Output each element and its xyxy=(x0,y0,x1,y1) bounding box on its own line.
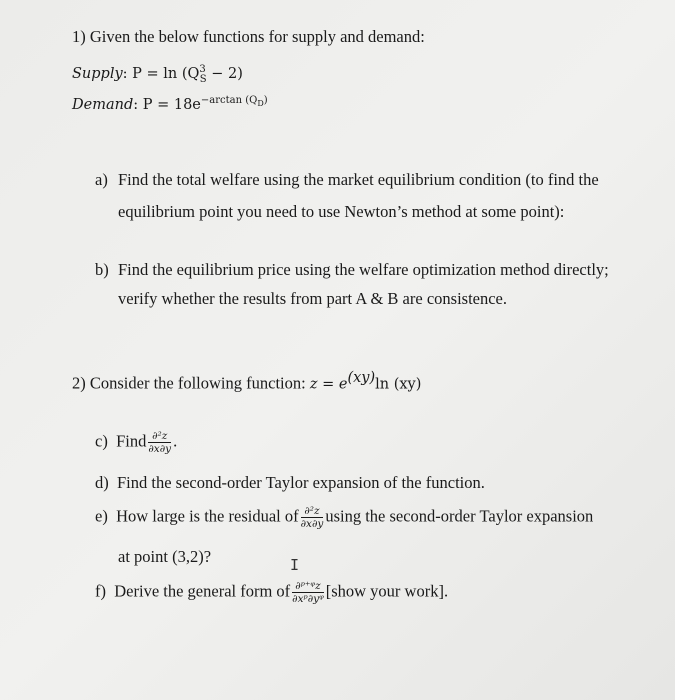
part-f-text-before: Derive the general form of xyxy=(114,581,291,601)
part-e xyxy=(95,505,593,530)
part-a-marker: a) xyxy=(95,170,108,189)
demand-equation xyxy=(72,95,268,113)
part-e-text-after: using the second-order Taylor expansion xyxy=(325,506,594,526)
supply-exponent: 3 xyxy=(199,64,206,75)
part-c-marker: c) xyxy=(95,431,108,451)
fraction-numerator: ∂²z xyxy=(301,505,324,518)
function-tail: ln (xy) xyxy=(375,376,422,393)
supply-tail: − 2) xyxy=(206,65,243,82)
fraction-denominator: ∂xᵖ∂yᵠ xyxy=(292,593,324,605)
fraction-denominator: ∂x∂y xyxy=(300,518,324,530)
fraction-numerator: ∂²z xyxy=(148,430,171,443)
part-e-text-before: How large is the residual of xyxy=(116,506,299,526)
part-e-marker: e) xyxy=(95,506,108,526)
question-2-text: 2) Consider the following function: xyxy=(72,373,310,393)
part-d-marker: d) xyxy=(95,473,109,492)
demand-exponent: −arctan (Q xyxy=(200,95,258,106)
part-f-marker: f) xyxy=(95,581,106,601)
question-1-heading: 1) Given the below functions for supply and demand: xyxy=(72,27,425,46)
part-c-text: Find xyxy=(116,431,147,451)
part-b-marker: b) xyxy=(95,260,109,279)
function-lhs: z = e xyxy=(309,376,348,393)
function-exponent: (xy) xyxy=(347,370,376,386)
part-f-text-after: [show your work]. xyxy=(325,581,449,601)
part-f xyxy=(95,580,448,605)
part-e-line2: at point (3,2)? xyxy=(118,547,212,566)
fraction-denominator: ∂x∂y xyxy=(148,443,172,455)
supply-rhs: : P = ln (Q xyxy=(122,65,200,82)
part-f-fraction xyxy=(292,580,324,605)
part-c-fraction xyxy=(148,430,171,455)
part-a-line1: Find the total welfare using the market equilibrium condition (to find the xyxy=(118,170,599,189)
demand-rhs: : P = 18e xyxy=(133,96,201,113)
demand-exponent-tail: ) xyxy=(263,95,268,106)
part-d xyxy=(95,473,485,493)
question-2-heading xyxy=(72,370,421,394)
part-b-line2: verify whether the results from part A & B are consistence. xyxy=(118,289,508,308)
part-c xyxy=(95,430,177,455)
demand-exponent-subscript: D xyxy=(257,99,264,108)
supply-equation xyxy=(72,64,243,85)
part-a-line2: equilibrium point you need to use Newton’s method at some point): xyxy=(118,202,565,221)
text-cursor-icon: I xyxy=(290,556,300,574)
supply-subscript: S xyxy=(199,73,207,85)
fraction-numerator: ∂ᵖ⁺ᵠz xyxy=(292,580,324,593)
part-e-fraction xyxy=(301,505,324,530)
part-c-period: . xyxy=(173,431,178,451)
demand-label: Demand xyxy=(72,96,134,113)
supply-label: Supply xyxy=(72,65,123,82)
part-d-text: Find the second-order Taylor expansion of the function. xyxy=(117,473,485,492)
part-b-line1: Find the equilibrium price using the welfare optimization method directly; xyxy=(118,260,609,279)
